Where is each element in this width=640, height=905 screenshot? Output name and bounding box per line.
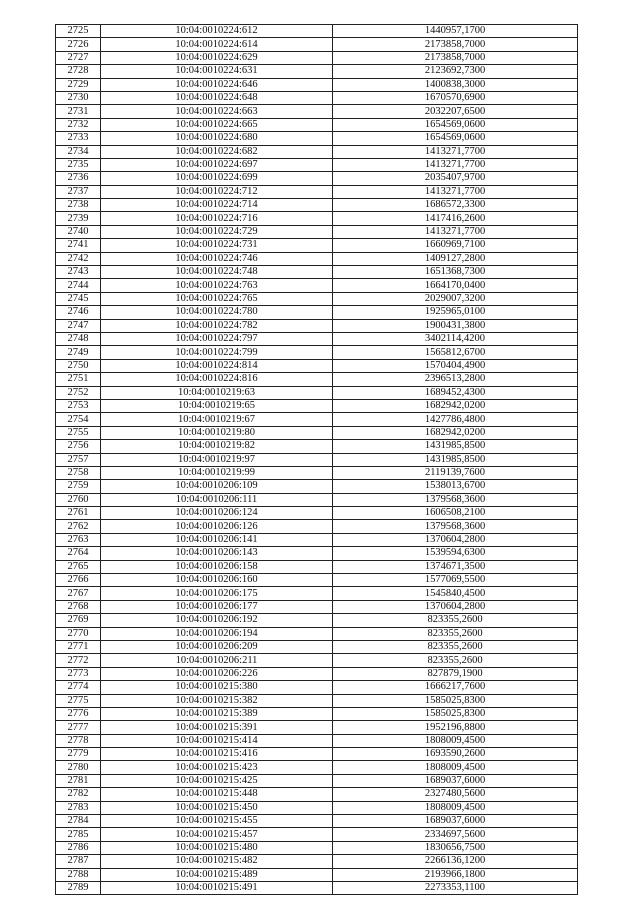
row-number-cell: 2778	[56, 734, 101, 747]
table-row	[56, 199, 578, 212]
row-number-cell: 2768	[56, 600, 101, 613]
value-cell: 1413271,7700	[333, 185, 578, 198]
row-number-cell: 2775	[56, 694, 101, 707]
value-cell: 1666217,7600	[333, 681, 578, 694]
cadastral-number-cell: 10:04:0010215:450	[101, 801, 333, 814]
table-row	[56, 734, 578, 747]
cadastral-number-cell: 10:04:0010224:680	[101, 132, 333, 145]
table-row	[56, 600, 578, 613]
row-number-cell: 2780	[56, 761, 101, 774]
cadastral-number-cell: 10:04:0010215:416	[101, 748, 333, 761]
row-number-cell: 2746	[56, 306, 101, 319]
row-number-cell: 2739	[56, 212, 101, 225]
cadastral-number-cell: 10:04:0010224:714	[101, 199, 333, 212]
row-number-cell: 2759	[56, 480, 101, 493]
value-cell: 1585025,8300	[333, 707, 578, 720]
table-row	[56, 640, 578, 653]
table-row	[56, 788, 578, 801]
cadastral-number-cell: 10:04:0010224:765	[101, 292, 333, 305]
cadastral-number-cell: 10:04:0010215:489	[101, 868, 333, 881]
cadastral-number-cell: 10:04:0010219:65	[101, 399, 333, 412]
table-row	[56, 346, 578, 359]
cadastral-number-cell: 10:04:0010224:631	[101, 65, 333, 78]
value-cell: 1370604,2800	[333, 533, 578, 546]
table-row	[56, 332, 578, 345]
cadastral-number-cell: 10:04:0010224:712	[101, 185, 333, 198]
value-cell: 823355,2600	[333, 654, 578, 667]
table-row	[56, 319, 578, 332]
row-number-cell: 2755	[56, 426, 101, 439]
cadastral-number-cell: 10:04:0010215:391	[101, 721, 333, 734]
table-row	[56, 413, 578, 426]
table-row	[56, 440, 578, 453]
value-cell: 2193966,1800	[333, 868, 578, 881]
row-number-cell: 2737	[56, 185, 101, 198]
value-cell: 1413271,7700	[333, 225, 578, 238]
cadastral-number-cell: 10:04:0010224:699	[101, 172, 333, 185]
row-number-cell: 2764	[56, 547, 101, 560]
cadastral-number-cell: 10:04:0010206:177	[101, 600, 333, 613]
table-row	[56, 707, 578, 720]
value-cell: 1693590,2600	[333, 748, 578, 761]
table-row	[56, 828, 578, 841]
row-number-cell: 2777	[56, 721, 101, 734]
value-cell: 1370604,2800	[333, 600, 578, 613]
table-row	[56, 373, 578, 386]
cadastral-number-cell: 10:04:0010206:209	[101, 640, 333, 653]
value-cell: 2396513,2800	[333, 373, 578, 386]
row-number-cell: 2782	[56, 788, 101, 801]
table-row	[56, 25, 578, 38]
table-row	[56, 172, 578, 185]
table-row	[56, 266, 578, 279]
row-number-cell: 2761	[56, 507, 101, 520]
cadastral-number-cell: 10:04:0010215:389	[101, 707, 333, 720]
table-row	[56, 279, 578, 292]
value-cell: 1431985,8500	[333, 453, 578, 466]
table-row	[56, 841, 578, 854]
value-cell: 1577069,5500	[333, 574, 578, 587]
value-cell: 1664170,0400	[333, 279, 578, 292]
value-cell: 1952196,8800	[333, 721, 578, 734]
row-number-cell: 2785	[56, 828, 101, 841]
value-cell: 2119139,7600	[333, 466, 578, 479]
cadastral-number-cell: 10:04:0010215:380	[101, 681, 333, 694]
table-row	[56, 185, 578, 198]
table-row	[56, 292, 578, 305]
table-row	[56, 614, 578, 627]
value-cell: 1686572,3300	[333, 199, 578, 212]
value-cell: 1539594,6300	[333, 547, 578, 560]
cadastral-number-cell: 10:04:0010224:629	[101, 51, 333, 64]
value-cell: 823355,2600	[333, 627, 578, 640]
table-row	[56, 105, 578, 118]
row-number-cell: 2725	[56, 25, 101, 38]
cadastral-number-cell: 10:04:0010224:731	[101, 239, 333, 252]
row-number-cell: 2766	[56, 574, 101, 587]
cadastral-number-cell: 10:04:0010224:782	[101, 319, 333, 332]
row-number-cell: 2740	[56, 225, 101, 238]
cadastral-value-table	[55, 24, 578, 895]
value-cell: 1431985,8500	[333, 440, 578, 453]
table-row	[56, 694, 578, 707]
row-number-cell: 2783	[56, 801, 101, 814]
table-row	[56, 815, 578, 828]
cadastral-number-cell: 10:04:0010219:82	[101, 440, 333, 453]
row-number-cell: 2728	[56, 65, 101, 78]
value-cell: 2173858,7000	[333, 38, 578, 51]
table-row	[56, 239, 578, 252]
cadastral-number-cell: 10:04:0010215:448	[101, 788, 333, 801]
table-row	[56, 359, 578, 372]
cadastral-number-cell: 10:04:0010224:797	[101, 332, 333, 345]
cadastral-number-cell: 10:04:0010215:457	[101, 828, 333, 841]
value-cell: 2327480,5600	[333, 788, 578, 801]
cadastral-number-cell: 10:04:0010224:697	[101, 158, 333, 171]
row-number-cell: 2749	[56, 346, 101, 359]
table-row	[56, 587, 578, 600]
cadastral-number-cell: 10:04:0010224:816	[101, 373, 333, 386]
table-row	[56, 426, 578, 439]
value-cell: 2266136,1200	[333, 855, 578, 868]
cadastral-number-cell: 10:04:0010206:175	[101, 587, 333, 600]
value-cell: 2035407,9700	[333, 172, 578, 185]
table-row	[56, 91, 578, 104]
table-row	[56, 507, 578, 520]
value-cell: 1651368,7300	[333, 266, 578, 279]
value-cell: 1570404,4900	[333, 359, 578, 372]
cadastral-number-cell: 10:04:0010224:663	[101, 105, 333, 118]
table-row	[56, 252, 578, 265]
table-row	[56, 65, 578, 78]
table-row	[56, 654, 578, 667]
value-cell: 3402114,4200	[333, 332, 578, 345]
value-cell: 2032207,6500	[333, 105, 578, 118]
row-number-cell: 2767	[56, 587, 101, 600]
table-row	[56, 547, 578, 560]
cadastral-number-cell: 10:04:0010206:124	[101, 507, 333, 520]
cadastral-number-cell: 10:04:0010219:80	[101, 426, 333, 439]
cadastral-number-cell: 10:04:0010206:160	[101, 574, 333, 587]
value-cell: 1660969,7100	[333, 239, 578, 252]
row-number-cell: 2741	[56, 239, 101, 252]
value-cell: 2123692,7300	[333, 65, 578, 78]
cadastral-number-cell: 10:04:0010206:226	[101, 667, 333, 680]
cadastral-number-cell: 10:04:0010206:194	[101, 627, 333, 640]
value-cell: 2173858,7000	[333, 51, 578, 64]
value-cell: 823355,2600	[333, 640, 578, 653]
cadastral-number-cell: 10:04:0010215:425	[101, 774, 333, 787]
row-number-cell: 2763	[56, 533, 101, 546]
table-row	[56, 132, 578, 145]
table-row	[56, 627, 578, 640]
row-number-cell: 2758	[56, 466, 101, 479]
cadastral-number-cell: 10:04:0010224:799	[101, 346, 333, 359]
value-cell: 1654569,0600	[333, 132, 578, 145]
table-row	[56, 386, 578, 399]
value-cell: 1900431,3800	[333, 319, 578, 332]
row-number-cell: 2727	[56, 51, 101, 64]
value-cell: 1682942,0200	[333, 399, 578, 412]
row-number-cell: 2731	[56, 105, 101, 118]
row-number-cell: 2733	[56, 132, 101, 145]
table-row	[56, 118, 578, 131]
value-cell: 1538013,6700	[333, 480, 578, 493]
value-cell: 1925965,0100	[333, 306, 578, 319]
value-cell: 1545840,4500	[333, 587, 578, 600]
table-row	[56, 801, 578, 814]
row-number-cell: 2784	[56, 815, 101, 828]
value-cell: 1585025,8300	[333, 694, 578, 707]
value-cell: 2029007,3200	[333, 292, 578, 305]
value-cell: 827879,1900	[333, 667, 578, 680]
value-cell: 1830656,7500	[333, 841, 578, 854]
cadastral-number-cell: 10:04:0010206:192	[101, 614, 333, 627]
table-row	[56, 855, 578, 868]
cadastral-number-cell: 10:04:0010224:716	[101, 212, 333, 225]
cadastral-number-cell: 10:04:0010219:99	[101, 466, 333, 479]
value-cell: 1440957,1700	[333, 25, 578, 38]
value-cell: 1654569,0600	[333, 118, 578, 131]
value-cell: 1689037,6000	[333, 774, 578, 787]
value-cell: 1427786,4800	[333, 413, 578, 426]
cadastral-number-cell: 10:04:0010219:63	[101, 386, 333, 399]
cadastral-number-cell: 10:04:0010215:482	[101, 855, 333, 868]
table-row	[56, 774, 578, 787]
table-row	[56, 493, 578, 506]
row-number-cell: 2756	[56, 440, 101, 453]
row-number-cell: 2779	[56, 748, 101, 761]
row-number-cell: 2757	[56, 453, 101, 466]
cadastral-number-cell: 10:04:0010215:491	[101, 882, 333, 895]
row-number-cell: 2735	[56, 158, 101, 171]
row-number-cell: 2776	[56, 707, 101, 720]
table-row	[56, 453, 578, 466]
row-number-cell: 2745	[56, 292, 101, 305]
row-number-cell: 2726	[56, 38, 101, 51]
table-row	[56, 761, 578, 774]
value-cell: 1400838,3000	[333, 78, 578, 91]
row-number-cell: 2788	[56, 868, 101, 881]
table-row	[56, 560, 578, 573]
row-number-cell: 2770	[56, 627, 101, 640]
cadastral-number-cell: 10:04:0010215:455	[101, 815, 333, 828]
row-number-cell: 2753	[56, 399, 101, 412]
table-row	[56, 882, 578, 895]
table-row	[56, 51, 578, 64]
row-number-cell: 2774	[56, 681, 101, 694]
row-number-cell: 2762	[56, 520, 101, 533]
row-number-cell: 2738	[56, 199, 101, 212]
row-number-cell: 2787	[56, 855, 101, 868]
value-cell: 1565812,6700	[333, 346, 578, 359]
value-cell: 1682942,0200	[333, 426, 578, 439]
table-row	[56, 667, 578, 680]
row-number-cell: 2751	[56, 373, 101, 386]
table-row	[56, 748, 578, 761]
cadastral-number-cell: 10:04:0010215:414	[101, 734, 333, 747]
cadastral-number-cell: 10:04:0010224:612	[101, 25, 333, 38]
table-row	[56, 480, 578, 493]
table-row	[56, 520, 578, 533]
row-number-cell: 2769	[56, 614, 101, 627]
value-cell: 1670570,6900	[333, 91, 578, 104]
cadastral-number-cell: 10:04:0010224:748	[101, 266, 333, 279]
cadastral-number-cell: 10:04:0010206:111	[101, 493, 333, 506]
row-number-cell: 2771	[56, 640, 101, 653]
value-cell: 1689452,4300	[333, 386, 578, 399]
table-row	[56, 38, 578, 51]
row-number-cell: 2747	[56, 319, 101, 332]
value-cell: 1379568,3600	[333, 493, 578, 506]
table-row	[56, 78, 578, 91]
value-cell: 2334697,5600	[333, 828, 578, 841]
cadastral-number-cell: 10:04:0010215:423	[101, 761, 333, 774]
table-row	[56, 533, 578, 546]
row-number-cell: 2786	[56, 841, 101, 854]
cadastral-number-cell: 10:04:0010224:814	[101, 359, 333, 372]
cadastral-number-cell: 10:04:0010206:158	[101, 560, 333, 573]
row-number-cell: 2765	[56, 560, 101, 573]
cadastral-number-cell: 10:04:0010206:126	[101, 520, 333, 533]
cadastral-number-cell: 10:04:0010224:763	[101, 279, 333, 292]
row-number-cell: 2773	[56, 667, 101, 680]
value-cell: 1409127,2800	[333, 252, 578, 265]
table-row	[56, 399, 578, 412]
cadastral-number-cell: 10:04:0010219:67	[101, 413, 333, 426]
row-number-cell: 2748	[56, 332, 101, 345]
row-number-cell: 2760	[56, 493, 101, 506]
table-body	[56, 25, 578, 895]
row-number-cell: 2743	[56, 266, 101, 279]
table-row	[56, 466, 578, 479]
value-cell: 2273353,1100	[333, 882, 578, 895]
table-row	[56, 306, 578, 319]
row-number-cell: 2732	[56, 118, 101, 131]
table-row	[56, 158, 578, 171]
cadastral-number-cell: 10:04:0010206:143	[101, 547, 333, 560]
value-cell: 1413271,7700	[333, 145, 578, 158]
row-number-cell: 2734	[56, 145, 101, 158]
value-cell: 823355,2600	[333, 614, 578, 627]
cadastral-number-cell: 10:04:0010215:480	[101, 841, 333, 854]
row-number-cell: 2729	[56, 78, 101, 91]
cadastral-number-cell: 10:04:0010206:109	[101, 480, 333, 493]
cadastral-number-cell: 10:04:0010224:614	[101, 38, 333, 51]
cadastral-number-cell: 10:04:0010224:682	[101, 145, 333, 158]
table-row	[56, 681, 578, 694]
cadastral-number-cell: 10:04:0010219:97	[101, 453, 333, 466]
cadastral-number-cell: 10:04:0010224:780	[101, 306, 333, 319]
table-row	[56, 212, 578, 225]
cadastral-number-cell: 10:04:0010206:211	[101, 654, 333, 667]
value-cell: 1808009,4500	[333, 761, 578, 774]
cadastral-number-cell: 10:04:0010224:646	[101, 78, 333, 91]
cadastral-number-cell: 10:04:0010206:141	[101, 533, 333, 546]
row-number-cell: 2736	[56, 172, 101, 185]
value-cell: 1606508,2100	[333, 507, 578, 520]
row-number-cell: 2781	[56, 774, 101, 787]
value-cell: 1374671,3500	[333, 560, 578, 573]
row-number-cell: 2744	[56, 279, 101, 292]
table-row	[56, 145, 578, 158]
table-row	[56, 574, 578, 587]
row-number-cell: 2772	[56, 654, 101, 667]
row-number-cell: 2742	[56, 252, 101, 265]
value-cell: 1379568,3600	[333, 520, 578, 533]
cadastral-number-cell: 10:04:0010224:746	[101, 252, 333, 265]
cadastral-number-cell: 10:04:0010215:382	[101, 694, 333, 707]
table-row	[56, 225, 578, 238]
value-cell: 1808009,4500	[333, 801, 578, 814]
row-number-cell: 2730	[56, 91, 101, 104]
cadastral-number-cell: 10:04:0010224:729	[101, 225, 333, 238]
row-number-cell: 2750	[56, 359, 101, 372]
table-row	[56, 868, 578, 881]
value-cell: 1413271,7700	[333, 158, 578, 171]
row-number-cell: 2754	[56, 413, 101, 426]
value-cell: 1417416,2600	[333, 212, 578, 225]
cadastral-number-cell: 10:04:0010224:665	[101, 118, 333, 131]
row-number-cell: 2789	[56, 882, 101, 895]
cadastral-number-cell: 10:04:0010224:648	[101, 91, 333, 104]
value-cell: 1689037,6000	[333, 815, 578, 828]
row-number-cell: 2752	[56, 386, 101, 399]
value-cell: 1808009,4500	[333, 734, 578, 747]
table-row	[56, 721, 578, 734]
